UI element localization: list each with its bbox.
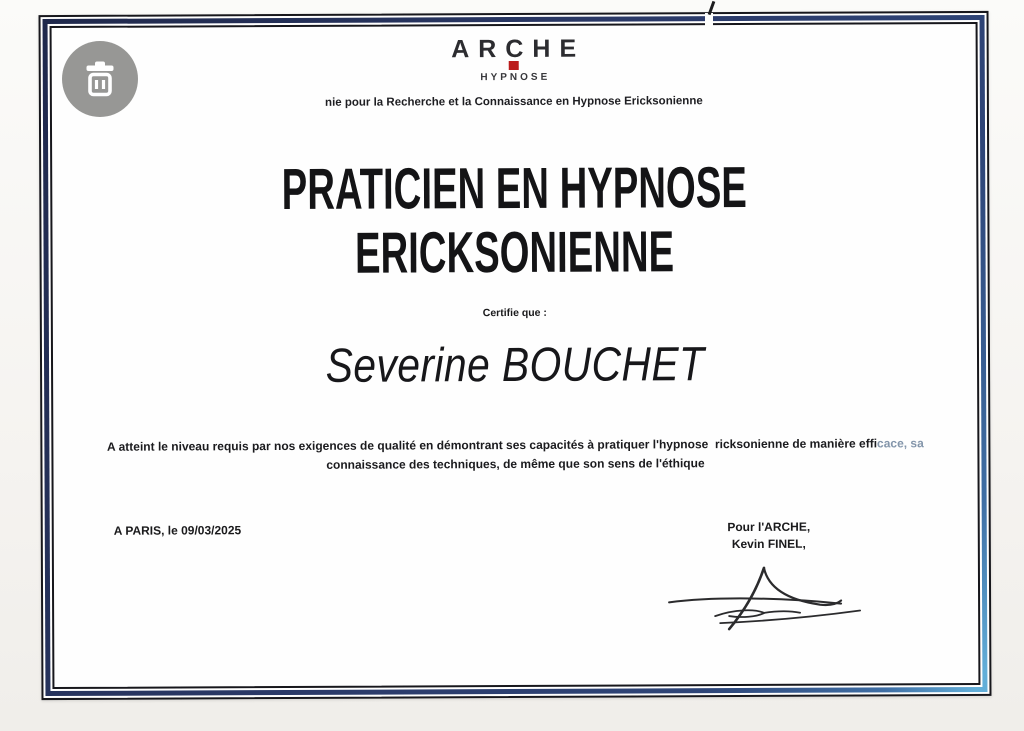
certificate [39, 11, 992, 700]
certify-label: Certifie que : [482, 306, 547, 320]
arche-logo [52, 33, 976, 85]
body-line1-main: A atteint le niveau requis par nos exigences de qualité en démontrant ses capacités à pratiquer l'hypnose ricksonienne de manière effi [107, 436, 878, 454]
signoff-block [689, 519, 849, 554]
date-place-line: A PARIS, le 09/03/2025 [113, 523, 242, 538]
certificate-body [53, 434, 977, 476]
signoff-org-line: Pour l'ARCHE, [727, 519, 811, 535]
logo-wordmark: ARCHE [451, 34, 586, 64]
body-line1-faded: cace, sa [876, 436, 924, 451]
frame-scan-gap [705, 13, 713, 30]
organization-tagline: nie pour la Recherche et la Connaissance en Hypnose Ericksonienne [325, 95, 703, 109]
signoff-name-line: Kevin FINEL, [731, 536, 806, 552]
body-line-1 [53, 434, 977, 457]
certificate-paper [50, 22, 981, 689]
title-line-2: ERICKSONIENNE [354, 219, 675, 286]
delete-button[interactable] [62, 41, 138, 117]
certificate-blue-frame [43, 15, 988, 696]
logo-subtitle: HYPNOSE [480, 71, 551, 84]
recipient-name: Severine BOUCHET [325, 338, 705, 393]
certificate-title [209, 156, 819, 287]
title-line-1: PRATICIEN EN HYPNOSE [281, 154, 747, 223]
handwritten-signature [657, 564, 871, 633]
trash-icon [78, 57, 122, 101]
body-line-2: connaissance des techniques, de même que son sens de l'éthique [326, 456, 705, 472]
